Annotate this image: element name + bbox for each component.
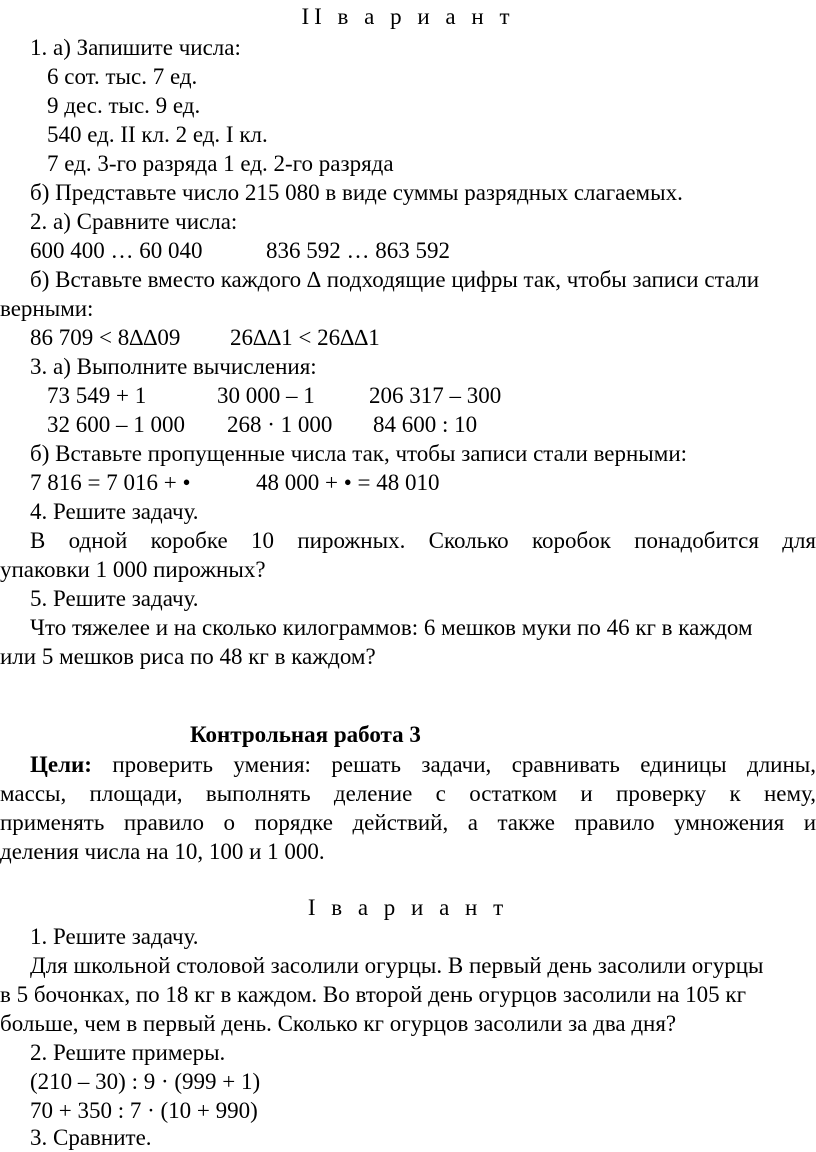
task2-prompt: 2. Решите примеры.	[30, 1040, 226, 1065]
example-item: 70 + 350 : 7 · (10 + 990)	[30, 1098, 258, 1123]
task1a-item: 9 дес. тыс. 9 ед.	[47, 93, 201, 118]
task2a-prompt: 2. а) Сравните числа:	[30, 209, 238, 234]
task1-text: Для школьной столовой засолили огурцы. В первый день засолили огурцы	[30, 953, 764, 978]
task1a-item: 7 ед. 3-го разряда 1 ед. 2-го разряда	[47, 151, 394, 176]
task4-text: В одной коробке 10 пирожных. Сколько коробок понадобится для	[30, 528, 816, 553]
inequality-item: 26∆∆1 < 26∆∆1	[230, 325, 380, 350]
task2b-row	[30, 323, 816, 352]
task3b-row	[30, 468, 816, 497]
task1b-prompt: б) Представьте число 215 080 в виде суммы разрядных слагаемых.	[30, 180, 683, 205]
task5-prompt: 5. Решите задачу.	[30, 586, 199, 611]
variant1-heading: I в а р и а н т	[307, 895, 509, 920]
goals-line: массы, площади, выполнять деление с остатком и проверку к нему,	[0, 781, 816, 806]
goals-line: деления числа на 10, 100 и 1 000.	[0, 839, 325, 864]
example-item: (210 – 30) : 9 · (999 + 1)	[30, 1069, 261, 1094]
goals-line	[30, 750, 816, 779]
task3b-prompt: б) Вставьте пропущенные числа так, чтобы записи стали верными:	[30, 441, 688, 466]
task2b-prompt: б) Вставьте вместо каждого ∆ подходящие цифры так, чтобы записи стали	[30, 267, 760, 292]
variant2-heading: II в а р и а н т	[301, 4, 515, 29]
task1a-prompt: 1. а) Запишите числа:	[30, 35, 241, 60]
inequality-item: 86 709 < 8∆∆09	[30, 325, 181, 350]
compare-item: 600 400 … 60 040	[30, 238, 203, 263]
expression-item: 73 549 + 1	[47, 383, 147, 408]
task2b-prompt-cont: верными:	[0, 296, 94, 321]
goals-line: применять правило о порядке действий, а также правило умножения и	[0, 810, 816, 835]
expression-item: 268 · 1 000	[227, 412, 333, 437]
task5-text: Что тяжелее и на сколько килограммов: 6 мешков муки по 46 кг в каждом	[30, 615, 753, 640]
task4-prompt: 4. Решите задачу.	[30, 499, 199, 524]
goals-label: Цели:	[30, 752, 92, 777]
expression-item: 84 600 : 10	[373, 412, 478, 437]
task3-prompt: 3. Сравните.	[30, 1125, 152, 1150]
task4-text-cont: упаковки 1 000 пирожных?	[0, 557, 266, 582]
expression-item: 32 600 – 1 000	[47, 412, 185, 437]
task3a-row	[47, 410, 816, 439]
task3a-row	[47, 381, 816, 410]
task2a-row	[30, 236, 816, 265]
task1-text-cont: больше, чем в первый день. Сколько кг огурцов засолили за два дня?	[0, 1011, 677, 1036]
test-title: Контрольная работа 3	[190, 722, 421, 747]
expression-item: 30 000 – 1	[217, 383, 315, 408]
task1a-item: 540 ед. II кл. 2 ед. I кл.	[47, 122, 268, 147]
compare-item: 836 592 … 863 592	[266, 238, 450, 263]
task5-text-cont: или 5 мешков риса по 48 кг в каждом?	[0, 644, 376, 669]
task3a-prompt: 3. а) Выполните вычисления:	[30, 354, 317, 379]
task1a-item: 6 сот. тыс. 7 ед.	[47, 64, 198, 89]
expression-item: 206 317 – 300	[369, 383, 502, 408]
task1-prompt: 1. Решите задачу.	[30, 924, 199, 949]
equation-item: 48 000 + • = 48 010	[256, 470, 440, 495]
equation-item: 7 816 = 7 016 + •	[30, 470, 191, 495]
goals-text: проверить умения: решать задачи, сравнивать единицы длины,	[112, 752, 816, 777]
task1-text-cont: в 5 бочонках, по 18 кг в каждом. Во второй день огурцов засолили на 105 кг	[0, 982, 747, 1007]
